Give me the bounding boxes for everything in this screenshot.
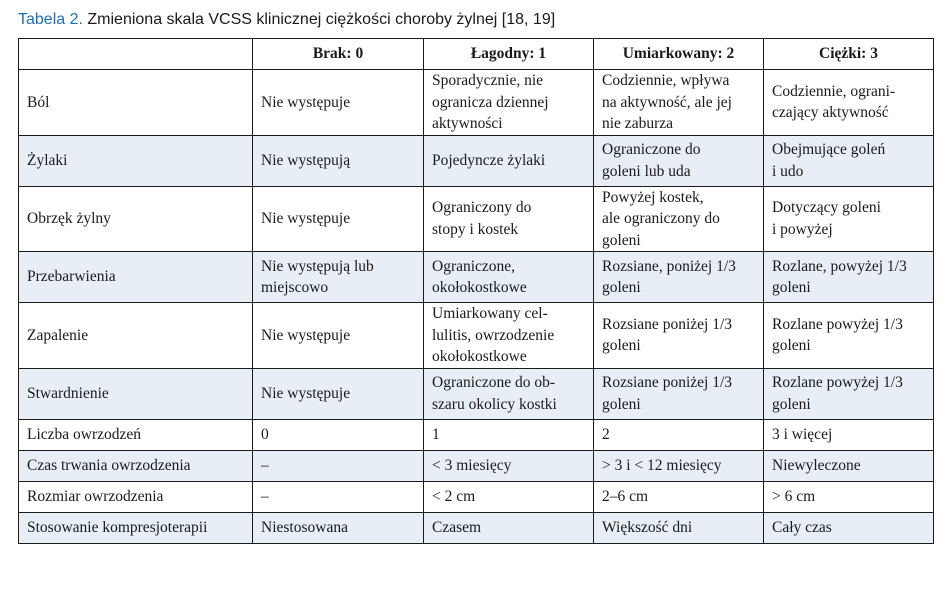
- table-cell: Ograniczone, okołokostkowe: [424, 252, 594, 303]
- table-row-stwardnienie: [19, 368, 934, 419]
- table-cell: 3 i więcej: [764, 419, 934, 450]
- header-cell-ciezki: Ciężki: 3: [764, 39, 934, 70]
- table-row-czas-trwania: [19, 450, 934, 481]
- row-label: Stosowanie kompresjoterapii: [19, 512, 253, 543]
- table-row-liczba-owrzodzen: [19, 419, 934, 450]
- table-row-przebarwienia: [19, 252, 934, 303]
- table-cell: –: [253, 481, 424, 512]
- table-cell: Rozlane powyżej 1/3 goleni: [764, 303, 934, 369]
- table-cell: 0: [253, 419, 424, 450]
- row-label: Stwardnienie: [19, 368, 253, 419]
- row-label: Rozmiar owrzodzenia: [19, 481, 253, 512]
- table-cell: Sporadycznie, nie ogranicza dziennej aktywności: [424, 70, 594, 136]
- table-caption: [18, 9, 555, 31]
- row-label: Zapalenie: [19, 303, 253, 369]
- table-cell: Rozsiane poniżej 1/3 goleni: [594, 368, 764, 419]
- table-cell: Obejmujące goleń i udo: [764, 135, 934, 186]
- table-cell: Nie występują lub miejscowo: [253, 252, 424, 303]
- header-cell-brak: Brak: 0: [253, 39, 424, 70]
- table-cell: > 6 cm: [764, 481, 934, 512]
- row-label: Obrzęk żylny: [19, 186, 253, 252]
- table-cell: Czasem: [424, 512, 594, 543]
- table-cell: Rozlane powyżej 1/3 goleni: [764, 368, 934, 419]
- table-row-rozmiar: [19, 481, 934, 512]
- table-cell: Nie występuje: [253, 368, 424, 419]
- table-cell: –: [253, 450, 424, 481]
- table-cell: Codziennie, ograni- czający aktywność: [764, 70, 934, 136]
- table-cell: Pojedyncze żylaki: [424, 135, 594, 186]
- table-cell: Umiarkowany cel- lulitis, owrzodzenie okołokostkowe: [424, 303, 594, 369]
- table-row-bol: [19, 70, 934, 136]
- table-cell: Niewyleczone: [764, 450, 934, 481]
- table-cell: Ograniczony do stopy i kostek: [424, 186, 594, 252]
- table-caption-label: Tabela 2.: [18, 11, 83, 28]
- header-row: [19, 39, 934, 70]
- table-cell: Nie występuje: [253, 70, 424, 136]
- table-cell: 2–6 cm: [594, 481, 764, 512]
- row-label: Żylaki: [19, 135, 253, 186]
- table-cell: Ograniczone do goleni lub uda: [594, 135, 764, 186]
- row-label: Czas trwania owrzodzenia: [19, 450, 253, 481]
- table-cell: Codziennie, wpływa na aktywność, ale jej nie zaburza: [594, 70, 764, 136]
- table-cell: 1: [424, 419, 594, 450]
- table-cell: Nie występują: [253, 135, 424, 186]
- table-cell: Nie występuje: [253, 186, 424, 252]
- row-label: Ból: [19, 70, 253, 136]
- table-cell: > 3 i < 12 miesięcy: [594, 450, 764, 481]
- table-cell: < 3 miesięcy: [424, 450, 594, 481]
- row-label: Liczba owrzodzeń: [19, 419, 253, 450]
- table-cell: Większość dni: [594, 512, 764, 543]
- table-cell: < 2 cm: [424, 481, 594, 512]
- row-label: Przebarwienia: [19, 252, 253, 303]
- table-cell: Rozlane, powyżej 1/3 goleni: [764, 252, 934, 303]
- table-cell: Cały czas: [764, 512, 934, 543]
- table-caption-title: Zmieniona skala VCSS klinicznej ciężkości choroby żylnej [18, 19]: [87, 11, 556, 28]
- table-cell: 2: [594, 419, 764, 450]
- table-cell: Niestosowana: [253, 512, 424, 543]
- table-row-zapalenie: [19, 303, 934, 369]
- table-cell: Rozsiane, poniżej 1/3 goleni: [594, 252, 764, 303]
- table-cell: Powyżej kostek, ale ograniczony do goleni: [594, 186, 764, 252]
- header-cell-umiarkowany: Umiarkowany: 2: [594, 39, 764, 70]
- table-cell: Dotyczący goleni i powyżej: [764, 186, 934, 252]
- table-row-obrzek: [19, 186, 934, 252]
- table-row-kompresjoterapia: [19, 512, 934, 543]
- header-cell-empty: [19, 39, 253, 70]
- table-cell: Ograniczone do ob- szaru okolicy kostki: [424, 368, 594, 419]
- vcss-table: [18, 38, 934, 544]
- table-cell: Rozsiane poniżej 1/3 goleni: [594, 303, 764, 369]
- header-cell-lagodny: Łagodny: 1: [424, 39, 594, 70]
- table-cell: Nie występuje: [253, 303, 424, 369]
- table-row-zylaki: [19, 135, 934, 186]
